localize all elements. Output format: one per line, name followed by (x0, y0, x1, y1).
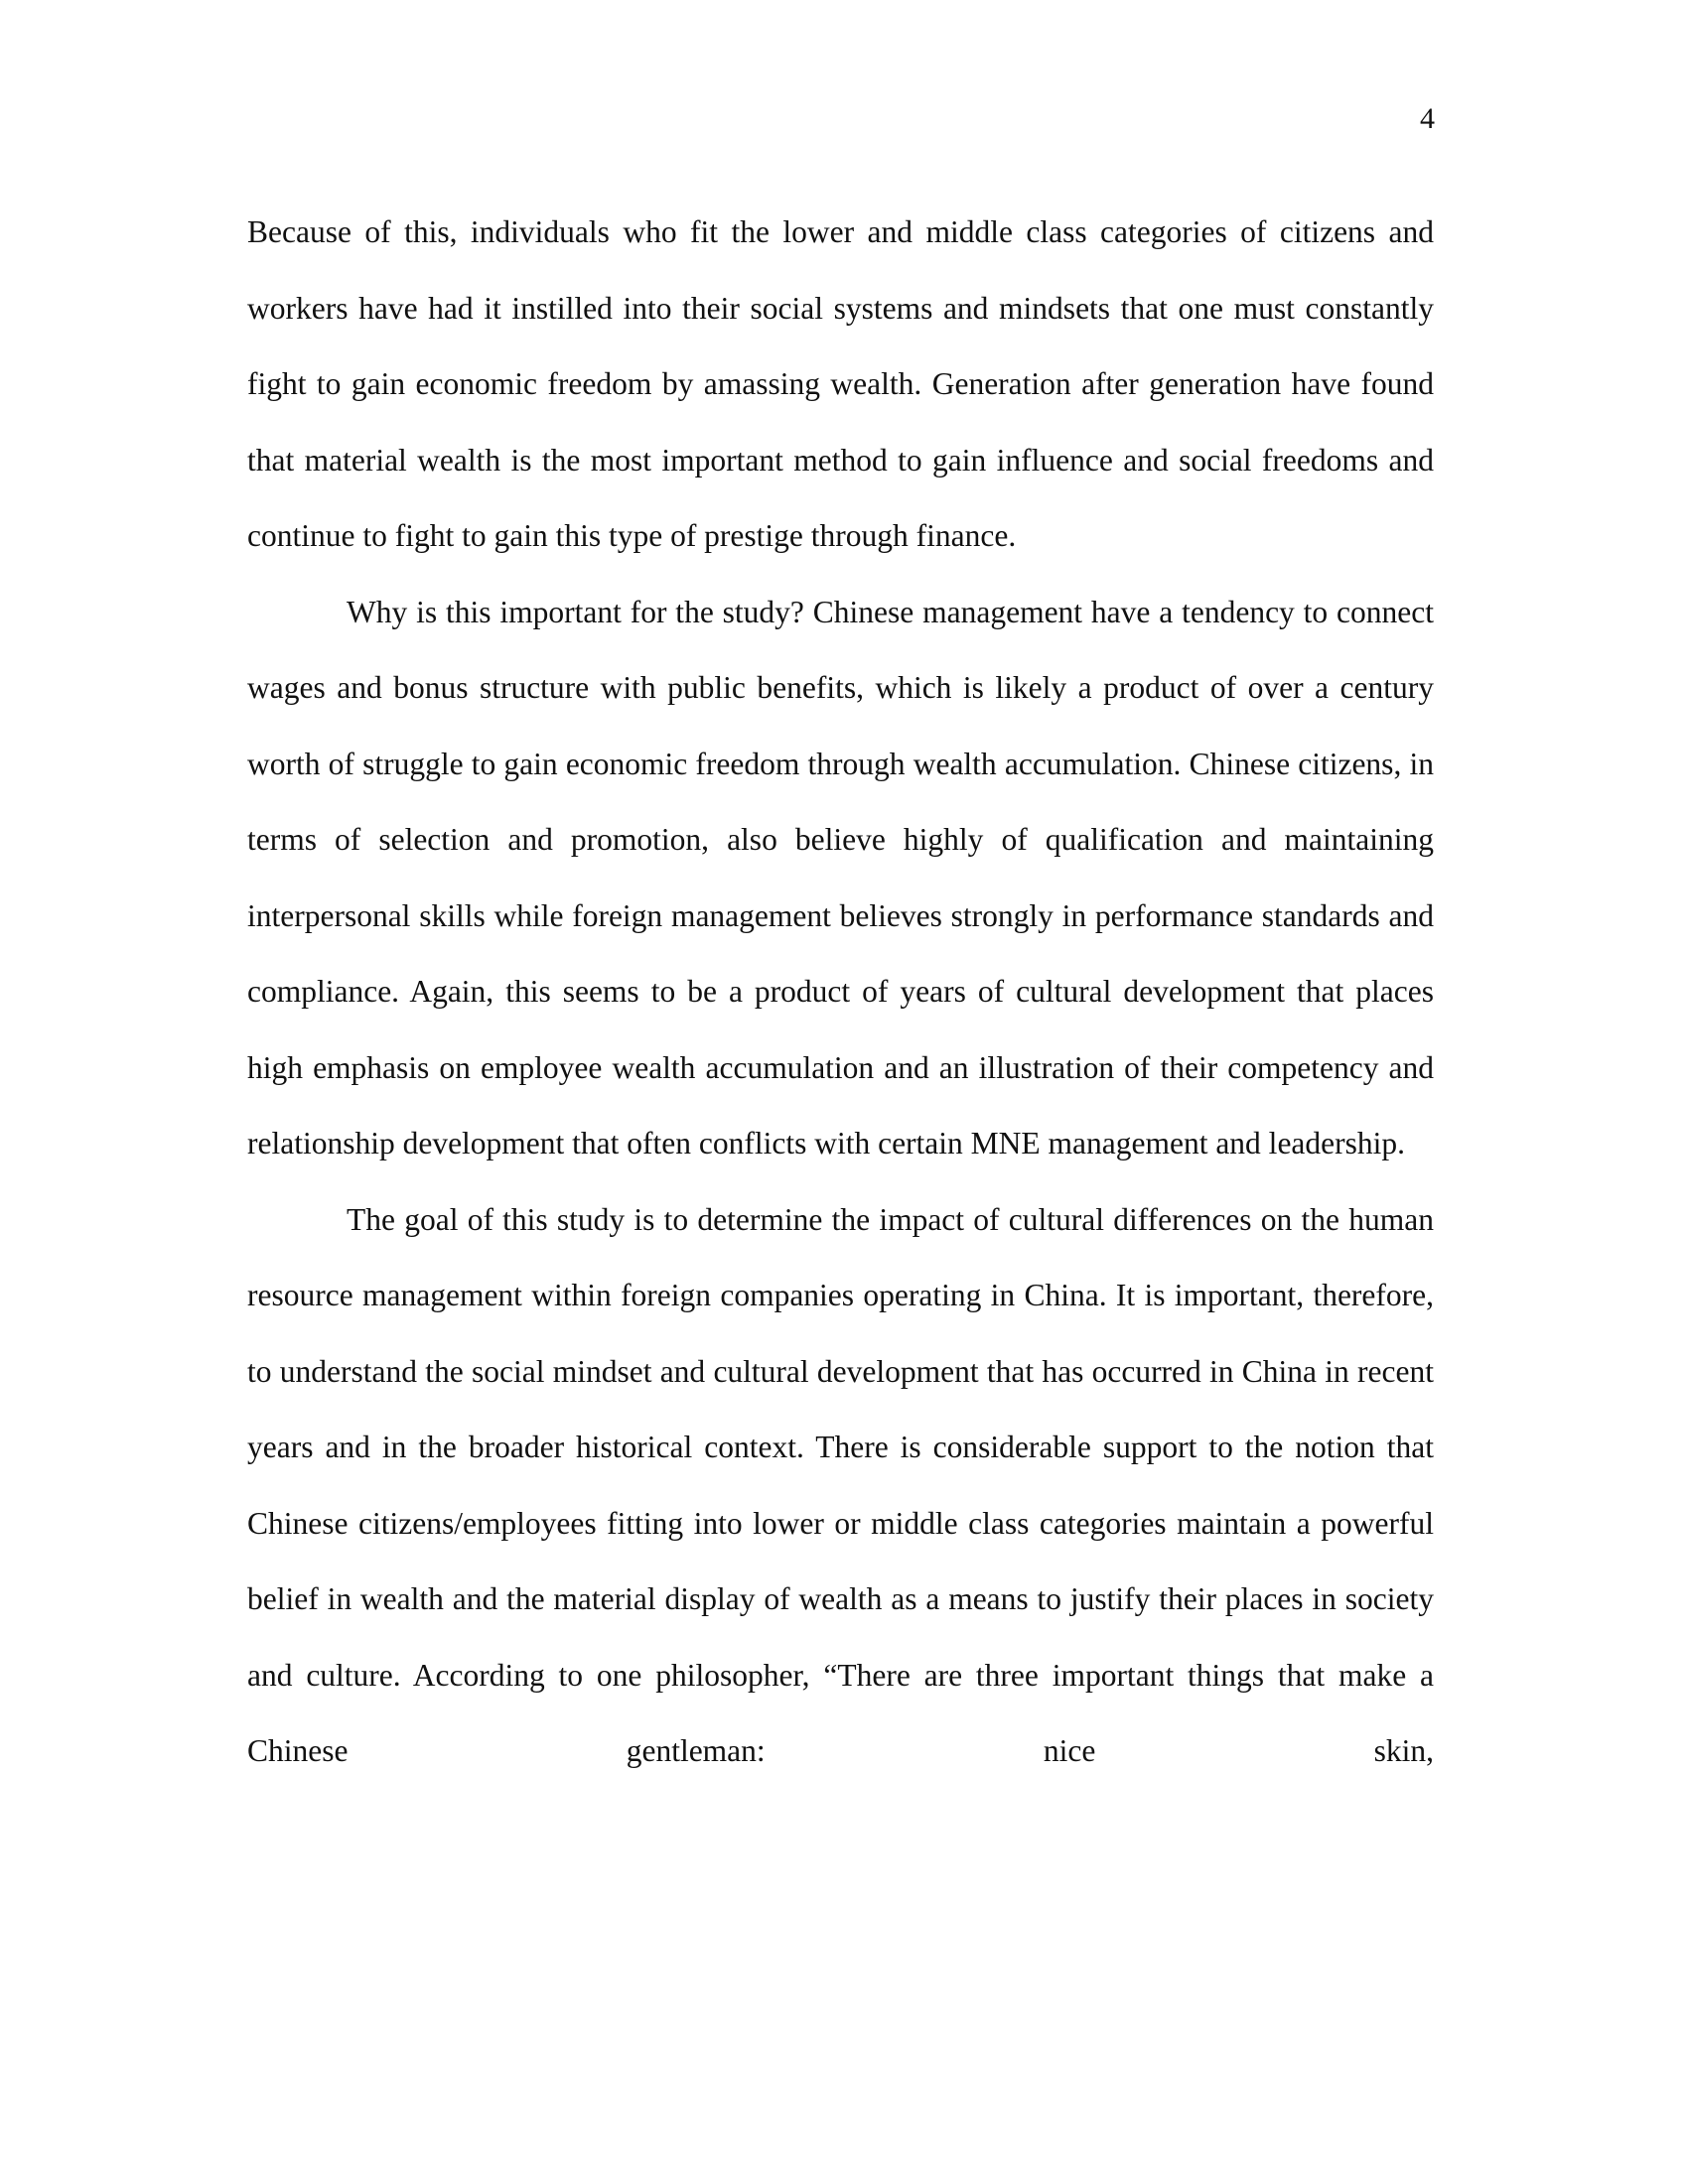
page-number: 4 (1420, 102, 1435, 135)
paragraph-1: Because of this, individuals who fit the lower and middle class categories of citizens and workers have had it instilled into their social systems and mindsets that one must constantly fight to gain economic freedom by amassing wealth. Generation after generation have found that material wealth is the most important method to gain influence and social freedoms and continue to fight to gain this type of prestige through finance. (247, 214, 1434, 553)
body-text (247, 195, 1434, 1790)
paragraph-2: Why is this important for the study? Chinese management have a tendency to connect wages and bonus structure with public benefits, which is likely a product of over a century worth of struggle to gain economic freedom through wealth accumulation. Chinese citizens, in terms of selection and promotion, also believe highly of qualification and maintaining interpersonal skills while foreign management believes strongly in performance standards and compliance. Again, this seems to be a product of years of cultural development that places high emphasis on employee wealth accumulation and an illustration of their competency and relationship development that often conflicts with certain MNE management and leadership. (247, 594, 1434, 1160)
paragraph-3: The goal of this study is to determine the impact of cultural differences on the human resource management within foreign companies operating in China. It is important, therefore, to understand the social mindset and cultural development that has occurred in China in recent years and in the broader historical context. There is considerable support to the notion that Chinese citizens/employees fitting into lower or middle class categories maintain a powerful belief in wealth and the material display of wealth as a means to justify their places in society and culture. According to one philosopher, “There are three important things that make a Chinese gentleman: nice skin, (247, 1201, 1434, 1768)
